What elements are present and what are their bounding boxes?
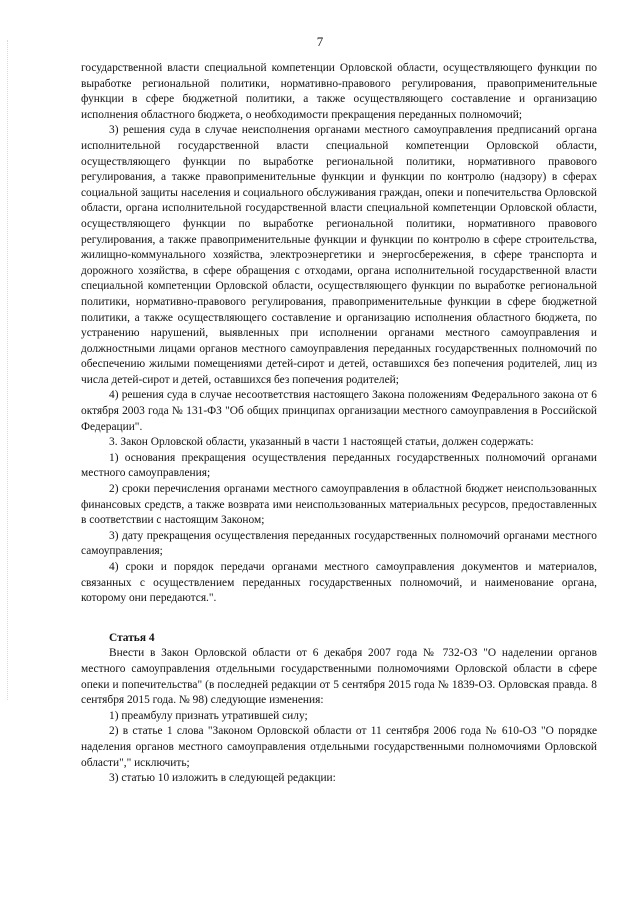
section-gap	[81, 607, 597, 631]
document-body	[81, 61, 597, 787]
paragraph-11: 2) в статье 1 слова "Законом Орловской области от 11 сентября 2006 года № 610-ОЗ "О порядке наделения органов местного самоуправления отдельными государственными полномочиями Орловской области"," исключить;	[81, 725, 597, 769]
paragraph-10: 1) преамбулу признать утратившей силу;	[109, 709, 308, 722]
paragraph-12: 3) статью 10 изложить в следующей редакции:	[109, 772, 336, 785]
paragraph-7: 3) дату прекращения осуществления переданных государственных полномочий органами местного самоуправления;	[81, 529, 597, 558]
paragraph-4: 3. Закон Орловской области, указанный в части 1 настоящей статьи, должен содержать:	[109, 436, 534, 449]
paragraph-3: 4) решения суда в случае несоответствия настоящего Закона положениям Федерального закона от 6 октября 2003 года № 131-ФЗ "Об общих принципах организации местного самоуправления в Российской Федерации".	[81, 389, 597, 433]
paragraph-2: 3) решения суда в случае неисполнения органами местного самоуправления предписаний органа исполнительной государственной власти специальной компетенции Орловской области, осуществляющего функции по выработке региональной политики, нормативного правового регулирования, а также правоприменительные функции и функции по контролю (надзору) в сферах социальной защиты населения и социального обслуживания граждан, опеки и попечительства Орловской области, органа исполнительной государственной власти специальной компетенции Орловской области, осуществляющего функции по выработке региональной политики, нормативного правового регулирования, а также правоприменительные функции и функции по контролю в сфере строительства, жилищно-коммунального хозяйства, электроэнергетики и энергосбережения, в сфере транспорта и дорожного хозяйства, в сфере обращения с отходами, органа исполнительной государственной власти специальной компетенции Орловской области, осуществляющего функции по выработке региональной политики, нормативно-правового регулирования, правоприменительные функции в сфере бюджетной политики, а также осуществляющего составление и организацию исполнения областного бюджета, по устранению нарушений, выявленных при исполнении органами местного самоуправления и должностными лицами органов местного самоуправления переданных государственных полномочий по обеспечению жилыми помещениями детей-сирот и детей, оставшихся без попечения родителей, лиц из числа детей-сирот и детей, оставшихся без попечения родителей;	[81, 124, 597, 386]
article-heading: Статья 4	[109, 631, 155, 644]
page-number: 7	[316, 34, 324, 49]
paragraph-5: 1) основания прекращения осуществления переданных государственных полномочий органами местного самоуправления;	[81, 451, 597, 480]
paragraph-8: 4) сроки и порядок передачи органами местного самоуправления документов и материалов, связанных с осуществлением переданных государственных полномочий, и наименование органа, которому они передаются.".	[81, 561, 597, 605]
scan-margin-line	[7, 40, 8, 700]
paragraph-9: Внести в Закон Орловской области от 6 декабря 2007 года № 732-ОЗ "О наделении органов местного самоуправления отдельными государственными полномочиями Орловской области в сфере опеки и попечительства" (в последней редакции от 5 сентября 2015 года № 1839-ОЗ. Орловская правда. 8 сентября 2015 года. № 98) следующие изменения:	[81, 647, 597, 707]
paragraph-6: 2) сроки перечисления органами местного самоуправления в областной бюджет неиспользованных финансовых средств, а также возврата ими неиспользованных материальных ресурсов, предоставленных в соответствии с настоящим Законом;	[81, 483, 597, 527]
paragraph-1: государственной власти специальной компетенции Орловской области, осуществляющего функции по выработке региональной политики, нормативно-правового регулирования, правоприменительные функции в сфере бюджетной политики, а также осуществляющего составление и организацию исполнения областного бюджета, о необходимости прекращения переданных полномочий;	[81, 62, 597, 121]
